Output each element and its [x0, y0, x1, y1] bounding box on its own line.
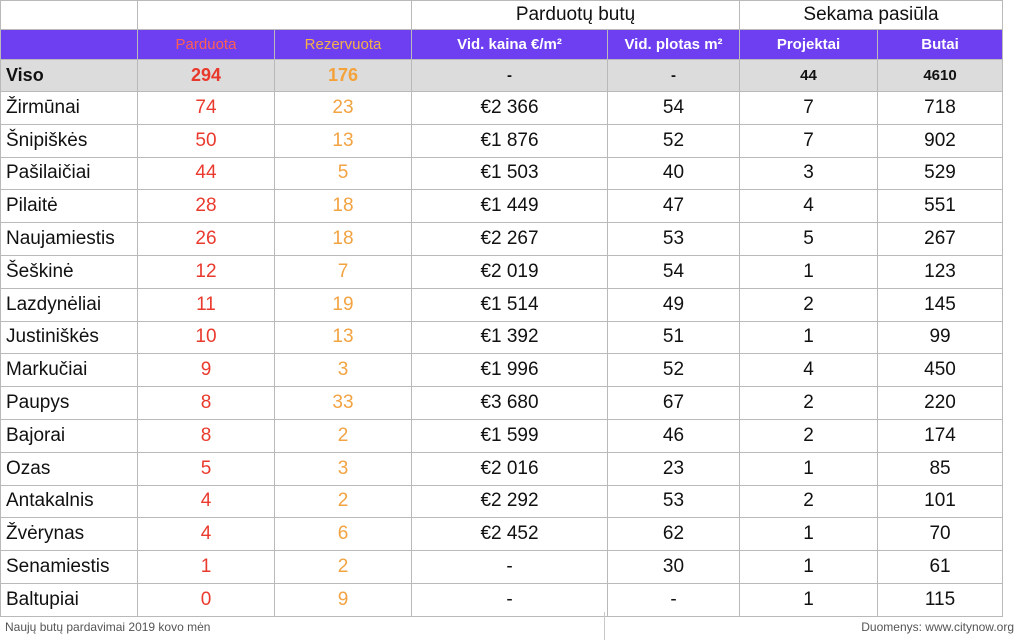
avg-area: 52: [608, 124, 740, 157]
table-row: [1, 387, 1003, 420]
footer-caption: Naujų butų pardavimai 2019 kovo mėn: [5, 620, 211, 634]
apartments-count: 267: [878, 223, 1003, 256]
avg-price: €1 599: [412, 419, 608, 452]
district-name: Lazdynėliai: [1, 288, 138, 321]
table-row: [1, 255, 1003, 288]
projects-count: 7: [740, 92, 878, 125]
avg-price: -: [412, 583, 608, 616]
apartments-count: 220: [878, 387, 1003, 420]
reserved-count: 19: [275, 288, 412, 321]
reserved-count: 33: [275, 387, 412, 420]
avg-area: 46: [608, 419, 740, 452]
column-header-reserved: Rezervuota: [275, 30, 412, 60]
projects-count: 1: [740, 518, 878, 551]
apartments-count: 123: [878, 255, 1003, 288]
column-header-sold: Parduota: [138, 30, 275, 60]
district-name: Ozas: [1, 452, 138, 485]
sold-count: 8: [138, 387, 275, 420]
reserved-count: 9: [275, 583, 412, 616]
projects-count: 1: [740, 452, 878, 485]
table-row: [1, 288, 1003, 321]
table-row: [1, 190, 1003, 223]
avg-price: €2 016: [412, 452, 608, 485]
total-row: [1, 60, 1003, 92]
avg-price: €3 680: [412, 387, 608, 420]
apartments-count: 551: [878, 190, 1003, 223]
total-avg-area: -: [608, 60, 740, 92]
apartments-count: 101: [878, 485, 1003, 518]
avg-price: €1 514: [412, 288, 608, 321]
projects-count: 1: [740, 255, 878, 288]
apartments-count: 145: [878, 288, 1003, 321]
reserved-count: 2: [275, 485, 412, 518]
district-name: Pašilaičiai: [1, 157, 138, 190]
total-apartments: 4610: [878, 60, 1003, 92]
sold-count: 4: [138, 485, 275, 518]
projects-count: 4: [740, 190, 878, 223]
sold-count: 11: [138, 288, 275, 321]
total-reserved: 176: [275, 60, 412, 92]
projects-count: 4: [740, 354, 878, 387]
table-row: [1, 419, 1003, 452]
group-header-empty: [1, 1, 138, 30]
projects-count: 1: [740, 321, 878, 354]
district-name: Antakalnis: [1, 485, 138, 518]
total-label: Viso: [1, 60, 138, 92]
reserved-count: 18: [275, 223, 412, 256]
table-row: [1, 124, 1003, 157]
total-sold: 294: [138, 60, 275, 92]
avg-price: €1 392: [412, 321, 608, 354]
apartments-count: 529: [878, 157, 1003, 190]
district-name: Žirmūnai: [1, 92, 138, 125]
district-name: Senamiestis: [1, 551, 138, 584]
district-name: Bajorai: [1, 419, 138, 452]
avg-area: 62: [608, 518, 740, 551]
group-header-sold-apartments: Parduotų butų: [412, 1, 740, 30]
sold-count: 74: [138, 92, 275, 125]
column-header-apartments: Butai: [878, 30, 1003, 60]
sold-count: 44: [138, 157, 275, 190]
column-header-projects: Projektai: [740, 30, 878, 60]
sold-count: 8: [138, 419, 275, 452]
reserved-count: 23: [275, 92, 412, 125]
avg-price: €2 292: [412, 485, 608, 518]
avg-price: €2 267: [412, 223, 608, 256]
reserved-count: 18: [275, 190, 412, 223]
avg-area: 54: [608, 255, 740, 288]
projects-count: 1: [740, 583, 878, 616]
sold-count: 28: [138, 190, 275, 223]
projects-count: 3: [740, 157, 878, 190]
group-header-row: [1, 1, 1003, 30]
column-header-name: [1, 30, 138, 60]
avg-area: 67: [608, 387, 740, 420]
table-row: [1, 354, 1003, 387]
reserved-count: 2: [275, 551, 412, 584]
district-name: Justiniškės: [1, 321, 138, 354]
table-row: [1, 452, 1003, 485]
sold-count: 10: [138, 321, 275, 354]
table-row: [1, 223, 1003, 256]
projects-count: 2: [740, 419, 878, 452]
reserved-count: 13: [275, 321, 412, 354]
column-header-row: [1, 30, 1003, 60]
sold-count: 5: [138, 452, 275, 485]
apartments-count: 450: [878, 354, 1003, 387]
reserved-count: 7: [275, 255, 412, 288]
projects-count: 5: [740, 223, 878, 256]
avg-price: €2 452: [412, 518, 608, 551]
district-name: Žvėrynas: [1, 518, 138, 551]
reserved-count: 6: [275, 518, 412, 551]
avg-area: 52: [608, 354, 740, 387]
table-row: [1, 92, 1003, 125]
total-projects: 44: [740, 60, 878, 92]
apartments-count: 99: [878, 321, 1003, 354]
avg-area: 30: [608, 551, 740, 584]
avg-area: 54: [608, 92, 740, 125]
apartments-count: 115: [878, 583, 1003, 616]
projects-count: 2: [740, 387, 878, 420]
apartments-count: 174: [878, 419, 1003, 452]
table-row: [1, 157, 1003, 190]
avg-area: 53: [608, 485, 740, 518]
avg-price: €2 019: [412, 255, 608, 288]
sold-count: 0: [138, 583, 275, 616]
footer-source: Duomenys: www.citynow.org: [861, 620, 1014, 634]
table-row: [1, 551, 1003, 584]
sold-count: 50: [138, 124, 275, 157]
table-row: [1, 583, 1003, 616]
avg-area: 40: [608, 157, 740, 190]
avg-price: €1 503: [412, 157, 608, 190]
column-header-avg-price: Vid. kaina €/m²: [412, 30, 608, 60]
projects-count: 1: [740, 551, 878, 584]
table-row: [1, 485, 1003, 518]
reserved-count: 3: [275, 354, 412, 387]
avg-area: -: [608, 583, 740, 616]
column-header-avg-area: Vid. plotas m²: [608, 30, 740, 60]
projects-count: 2: [740, 288, 878, 321]
reserved-count: 13: [275, 124, 412, 157]
avg-price: -: [412, 551, 608, 584]
district-name: Pilaitė: [1, 190, 138, 223]
district-name: Markučiai: [1, 354, 138, 387]
sold-count: 4: [138, 518, 275, 551]
avg-area: 49: [608, 288, 740, 321]
total-avg-price: -: [412, 60, 608, 92]
group-header-tracked-supply: Sekama pasiūla: [740, 1, 1003, 30]
district-name: Šnipiškės: [1, 124, 138, 157]
apartments-count: 718: [878, 92, 1003, 125]
table-row: [1, 321, 1003, 354]
projects-count: 2: [740, 485, 878, 518]
avg-area: 53: [608, 223, 740, 256]
avg-area: 47: [608, 190, 740, 223]
district-name: Naujamiestis: [1, 223, 138, 256]
avg-area: 51: [608, 321, 740, 354]
avg-price: €1 449: [412, 190, 608, 223]
reserved-count: 5: [275, 157, 412, 190]
sold-count: 9: [138, 354, 275, 387]
group-header-empty-2: [138, 1, 412, 30]
avg-area: 23: [608, 452, 740, 485]
apartments-count: 902: [878, 124, 1003, 157]
sold-count: 26: [138, 223, 275, 256]
sold-count: 12: [138, 255, 275, 288]
apartments-count: 70: [878, 518, 1003, 551]
table-row: [1, 518, 1003, 551]
district-name: Paupys: [1, 387, 138, 420]
avg-price: €2 366: [412, 92, 608, 125]
district-name: Šeškinė: [1, 255, 138, 288]
apartments-count: 61: [878, 551, 1003, 584]
projects-count: 7: [740, 124, 878, 157]
reserved-count: 2: [275, 419, 412, 452]
sold-count: 1: [138, 551, 275, 584]
avg-price: €1 876: [412, 124, 608, 157]
district-name: Baltupiai: [1, 583, 138, 616]
avg-price: €1 996: [412, 354, 608, 387]
apartments-count: 85: [878, 452, 1003, 485]
reserved-count: 3: [275, 452, 412, 485]
footer-divider: [604, 612, 605, 640]
